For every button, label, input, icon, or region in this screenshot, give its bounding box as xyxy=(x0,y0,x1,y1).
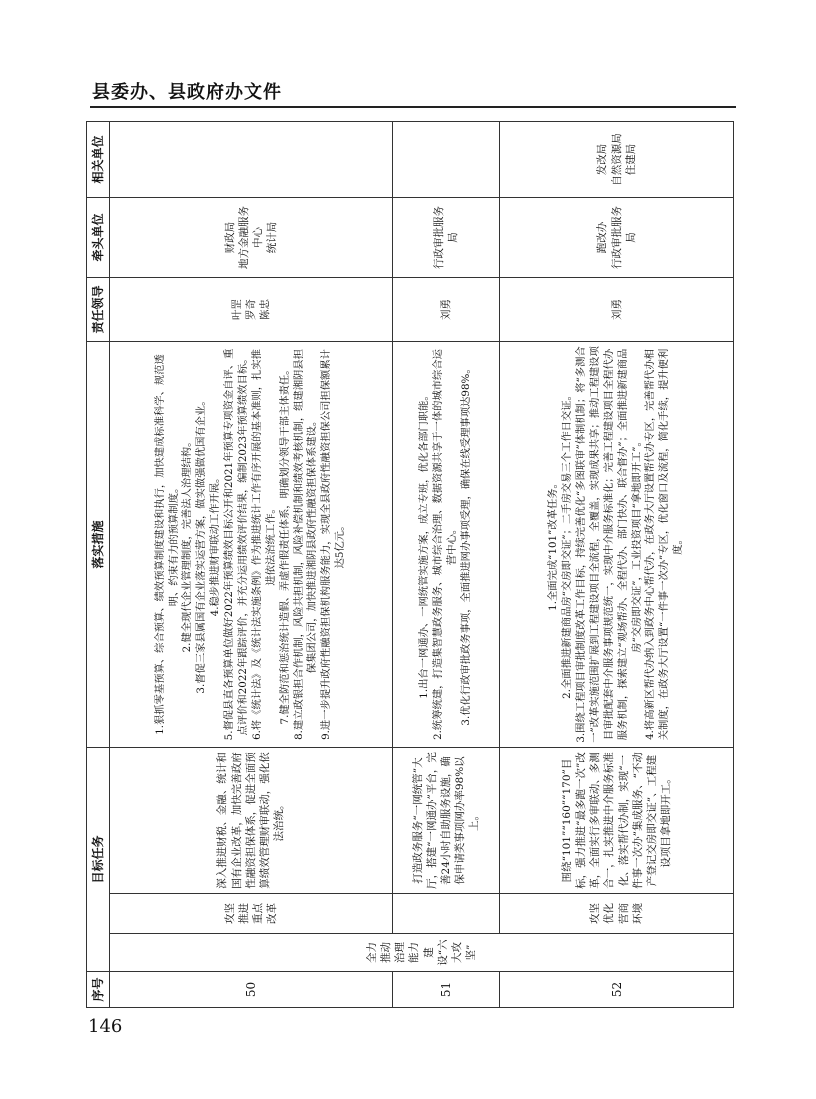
measure-item: 2.统筹统建，打造集智慧政务服务、城市综合治理、数据资源共享于一体的城市综合运营中心。 xyxy=(432,349,458,740)
lead-unit-name: 地方金融服务中心 xyxy=(237,205,264,269)
measure-item: 4.将高新区帮代办纳入到政务中心帮代办，在政务大厅设置帮代办专区，完善帮代办相关制度，在政务大厅设置“一件事一次办”专区，优化窗口及流程，简化手续，提升便利度。 xyxy=(644,348,685,741)
leader-name: 叶罡 xyxy=(230,298,243,320)
measure-item: 1.全面完成“101”改革任务。 xyxy=(547,478,560,611)
row-seq: 51 xyxy=(392,972,500,1008)
table-row xyxy=(500,121,734,1007)
table-row xyxy=(110,121,392,1007)
measures-cell xyxy=(500,341,734,747)
measure-item: 4.稳步推进财审联动工作开展。 xyxy=(209,472,222,617)
leader-cell xyxy=(110,277,392,341)
row-seq: 52 xyxy=(500,972,734,1008)
measure-item: 2.全面推进新建商品房“交房即交证”；二手房交易三个工作日交证。 xyxy=(561,390,574,699)
measure-item: 8.建立政银担合作机制，风险共担机制，风险补偿机制和绩效考核机制，组建湘阴县担保集团公司，加快推进湘阴县政府性融资担保体系建设。 xyxy=(292,349,319,740)
goal-text: 打造政务服务“一网统管”大厅，搭建“一网通办”平台，完善24小时自助服务设施，确保申请类事项网办率98%以上。 xyxy=(392,747,500,893)
measures-cell xyxy=(110,341,392,747)
group-label: 全力推动治理能力建设“六大攻坚” xyxy=(110,934,734,972)
lead-unit-name: 行政审批服务局 xyxy=(610,205,637,269)
leader-name: 陈忠 xyxy=(258,298,271,320)
lead-unit-name: 跑改办 xyxy=(596,221,609,254)
goal-text: 深入推进财税、金融、统计和国有企业改革，加快完善政府性融资担保体系，促进全面预算绩效管理财审联动，强化依法治统。 xyxy=(110,747,392,893)
header-goal: 目标任务 xyxy=(87,747,110,971)
lead-unit-cell xyxy=(392,197,500,277)
related-unit-name: 自然资源局 xyxy=(610,133,623,186)
leader-name: 刘勇 xyxy=(610,298,623,320)
measure-item: 3.优化行政审批政务事项，全面推进网办事项受理，确保在线受理事项达98%。 xyxy=(459,363,472,726)
related-unit-name: 住建局 xyxy=(624,143,637,176)
header-seq: 序号 xyxy=(87,972,110,1008)
measure-item: 9.进一步提升政府性融资担保机构服务能力，实现全县政府性融资担保公司担保额累计达5亿元。 xyxy=(320,349,347,740)
subgroup-label: 攻坚推进重点改革 xyxy=(110,894,392,934)
leader-name: 刘勇 xyxy=(439,298,452,320)
header-leader: 责任领导 xyxy=(87,277,110,341)
rotated-table-container xyxy=(86,122,734,1008)
page-number: 146 xyxy=(88,1016,123,1037)
measure-item: 2.健全现代企业管理制度，完善法人治理结构。 xyxy=(181,436,194,653)
header-lead-unit: 牵头单位 xyxy=(87,197,110,277)
table-row xyxy=(392,121,500,1007)
measures-cell xyxy=(392,341,500,747)
lead-unit-name: 行政审批服务局 xyxy=(432,205,459,269)
table-header-row xyxy=(87,121,110,1007)
measure-item: 3.督促三家县属国有企业落实运营方案，做实做强做优国有企业。 xyxy=(195,395,208,694)
goal-text: 围绕“101”“160”“170”目标，强力推进“最多跑一次”改革，全面实行多审联动、多测合一，扎实推进中介服务标准化、落实帮代办制，实现“一件事一次办”集成服务、“不动产登记交房即交证”、工程建设项目拿地即开工。 xyxy=(500,747,734,893)
lead-unit-cell xyxy=(110,197,392,277)
subgroup-label: 攻坚优化营商环境 xyxy=(500,894,734,934)
leader-name: 罗奇 xyxy=(244,298,257,320)
lead-unit-cell xyxy=(500,197,734,277)
lead-unit-name: 统计局 xyxy=(266,221,279,254)
document-header-title: 县委办、县政府办文件 xyxy=(92,82,282,103)
measure-item: 1.狠抓零基预算、综合预算、绩效预算制度建设和执行，加快建成标准科学、规范透明、约束有力的预算制度。 xyxy=(153,354,180,735)
task-table xyxy=(86,121,734,1008)
related-unit-cell xyxy=(110,121,392,197)
header-measures: 落实措施 xyxy=(87,341,110,747)
measure-item: 3.围绕工程项目审批制度改革工作目标，持续完善优化“多图联审”体制机制；将“多测合一”改革实施范围扩展到工程建设项目全流程，全覆盖，实现成果共享；推动工程建设项目审批配套中介服务事项规范统一，实现中介服务标准化；完善工程建设项目全程代办服务机制，探索建立“观场帮办、全程代办、部门快办、联合督办”；全面推进新建商品房“交房即交证”，工业投资项目“拿地即开工”。 xyxy=(574,346,643,743)
lead-unit-name: 财政局 xyxy=(223,221,236,254)
leader-cell xyxy=(392,277,500,341)
related-unit-cell xyxy=(392,121,500,197)
row-seq: 50 xyxy=(110,972,392,1008)
header-related-unit: 相关单位 xyxy=(87,121,110,197)
measure-item: 1.出台一网通办、一网统管实施方案，成立专班，优化各部门职能。 xyxy=(418,390,431,699)
measure-item: 5.督促县直各预算单位做好2022年预算绩效目标公开和2021年预算专项资金自评、重点评价和2022年跟踪评价，并充分运用绩效评价结果，编制2023年预算绩效目标。 xyxy=(223,348,250,741)
leader-cell xyxy=(500,277,734,341)
measure-item: 7.健全防范和惩治统计造假、弄虚作假责任体系，明确划分领导干部主体责任。 xyxy=(278,364,291,725)
measure-item: 6.将《统计法》及《统计法实施条例》作为推进统计工作有序开展的基本准则，扎实推进依法治统工作。 xyxy=(250,349,277,740)
related-unit-cell xyxy=(500,121,734,197)
header-divider xyxy=(90,106,736,108)
subgroup-label xyxy=(392,894,500,934)
related-unit-name: 发改局 xyxy=(596,143,609,176)
